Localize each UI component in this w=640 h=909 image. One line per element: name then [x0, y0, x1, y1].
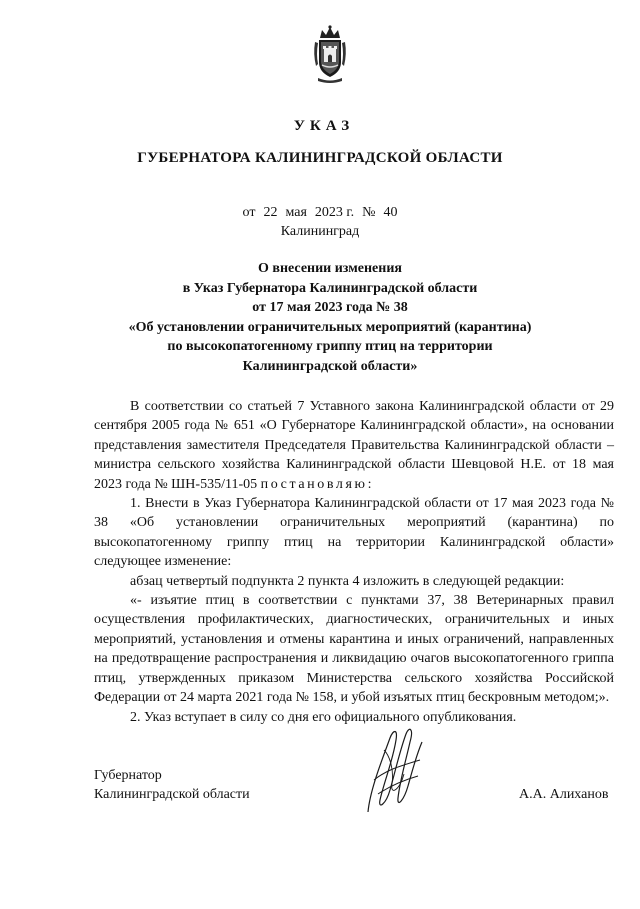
- number-label: №: [362, 205, 376, 220]
- decree-word: постановляю:: [260, 476, 375, 492]
- date-number-line: [0, 205, 640, 221]
- signatory-title-line: Калининградской области: [94, 787, 250, 802]
- signatory-title: [94, 766, 250, 804]
- preamble-paragraph: [94, 397, 614, 494]
- subject-line: «Об установлении ограничительных мероприятий (карантина): [128, 319, 532, 335]
- city: Калининград: [280, 224, 360, 239]
- item-2-paragraph: 2. Указ вступает в силу со дня его официального опубликования.: [130, 709, 517, 725]
- signatory-title-line: Губернатор: [94, 768, 162, 783]
- preamble-text: В соответствии со статьей 7 Уставного закона Калининградской области от 29 сентября 2005 года № 651 «О Губернаторе Калининградской области», на основании представления заместителя Председателя Правительства Калининградской области – министра сельского хозяйства Калининградской области Шевцовой Н.Е. от 18 мая 2023 года № ШН-535/11-05: [94, 399, 614, 492]
- item-1-paragraph: 1. Внести в Указ Губернатора Калининградской области от 17 мая 2023 года № 38 «Об установлении ограничительных мероприятий (карантина) по высокопатогенному гриппу птиц на территории Калининградской области» следующее изменение:: [94, 496, 614, 570]
- date-prefix: от: [242, 205, 256, 220]
- subject-line: по высокопатогенному гриппу птиц на территории: [167, 339, 493, 354]
- date-year: 2023 г.: [314, 205, 355, 220]
- document-body: [94, 397, 614, 727]
- document-subject: [60, 259, 600, 376]
- handwritten-signature-icon: [360, 720, 430, 820]
- issuer-title: ГУБЕРНАТОРА КАЛИНИНГРАДСКОЙ ОБЛАСТИ: [137, 150, 503, 166]
- signatory-name: А.А. Алиханов: [519, 787, 609, 802]
- document-type: УКАЗ: [293, 118, 355, 134]
- coat-of-arms-icon: [310, 24, 350, 84]
- subject-line: О внесении изменения: [258, 261, 402, 276]
- amendment-intro-paragraph: абзац четвертый подпункта 2 пункта 4 изложить в следующей редакции:: [130, 573, 565, 589]
- subject-line: Калининградской области»: [242, 358, 418, 374]
- amendment-text-paragraph: «- изъятие птиц в соответствии с пунктами 37, 38 Ветеринарных правил осуществления профилактических, диагностических, ограничительных и иных мероприятий, установления и отмены карантина и иных ограничений, направленных на предотвращение распространения и ликвидацию очагов высокопатогенного гриппа птиц, утвержденных приказом Министерства сельского хозяйства Российской Федерации от 24 марта 2021 года № 158, и убой изъятых птиц бескровным методом;».: [94, 593, 614, 706]
- date-month: мая: [285, 205, 307, 220]
- date-day: 22: [263, 205, 278, 220]
- subject-line: от 17 мая 2023 года № 38: [252, 300, 408, 315]
- subject-line: в Указ Губернатора Калининградской области: [182, 280, 478, 296]
- document-number: 40: [383, 205, 398, 220]
